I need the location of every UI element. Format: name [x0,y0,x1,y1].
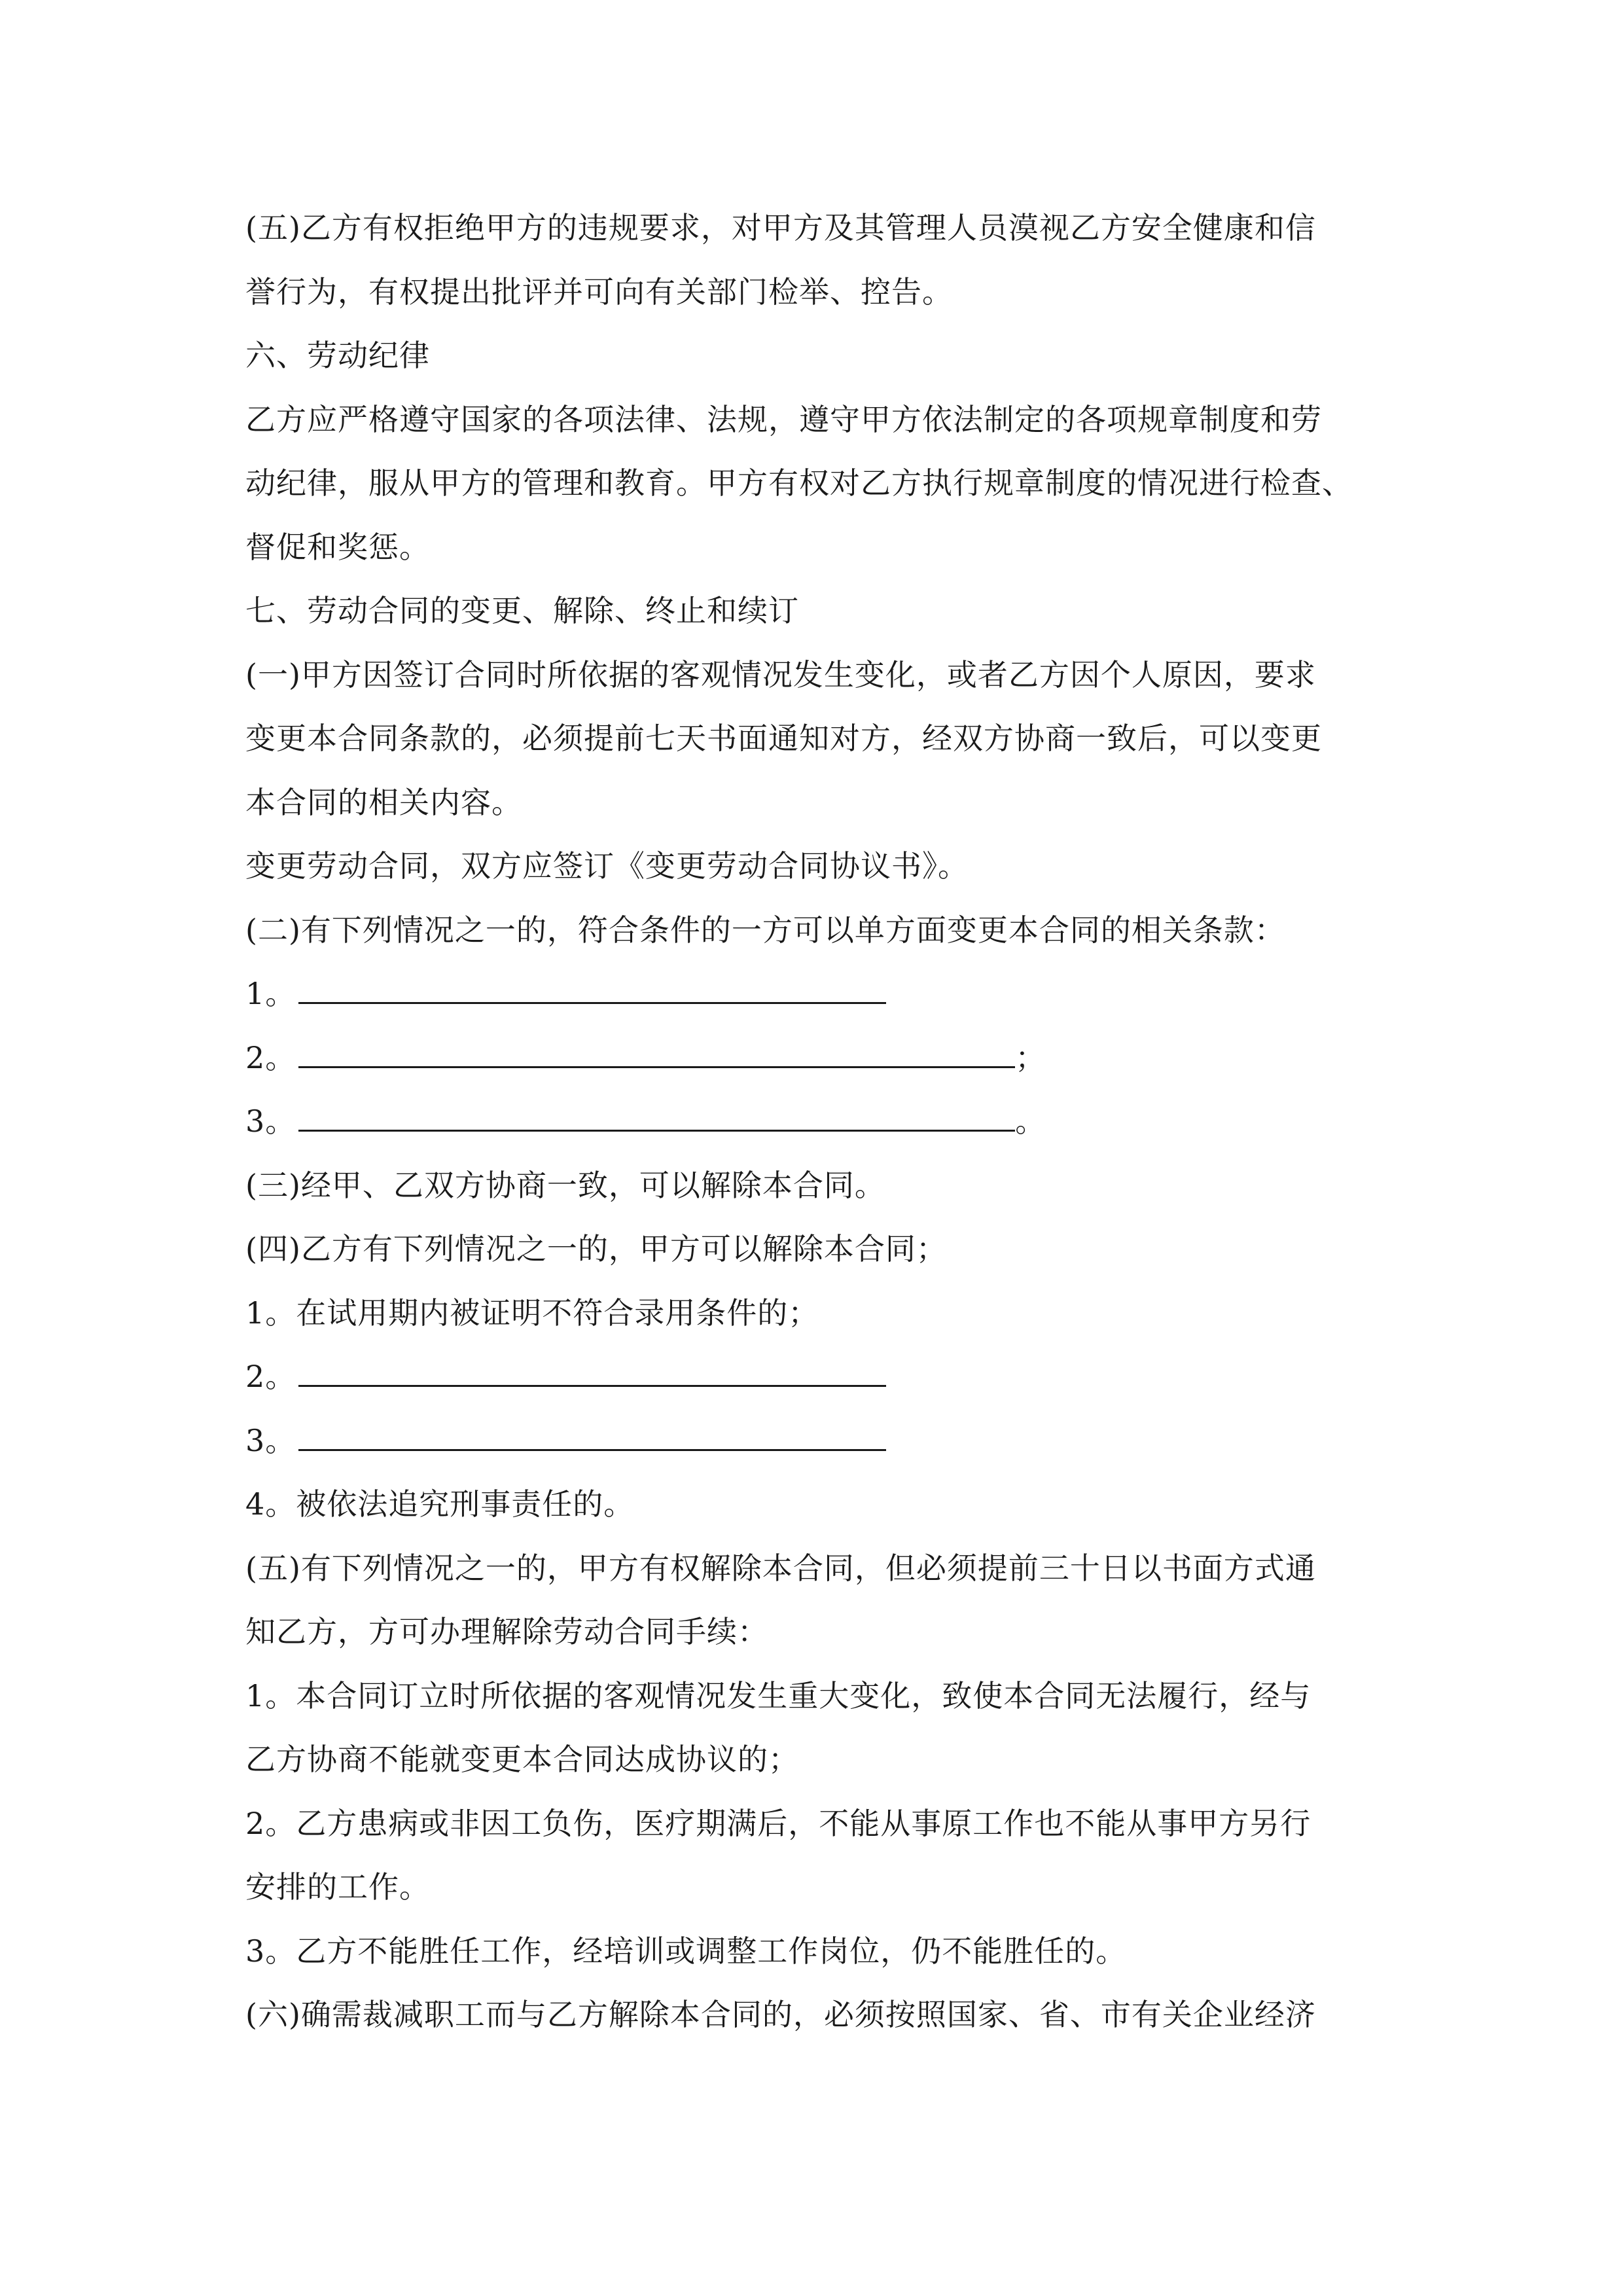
line-text: 4。被依法追究刑事责任的。 [245,1486,635,1522]
line-text: 变更本合同条款的，必须提前七天书面通知对方，经双方协商一致后，可以变更 [245,721,1322,756]
text-line [245,1600,1384,1664]
item-number: 3。 [245,1103,296,1139]
item-number: 1。 [245,976,296,1011]
item-number: 2。 [245,1359,296,1394]
text-line [245,1983,1384,2047]
line-text: 乙方协商不能就变更本合同达成协议的； [245,1742,799,1777]
line-text: 安排的工作。 [245,1869,430,1905]
fill-in-blank[interactable] [298,971,886,1004]
line-text: 本合同的相关内容。 [245,784,522,820]
text-line [245,1473,1384,1537]
text-line [245,1217,1384,1282]
fill-in-blank[interactable] [298,1418,886,1451]
text-line [245,1728,1384,1792]
fill-in-item [245,1090,1384,1154]
blank-suffix: 。 [1015,1103,1046,1139]
line-text: (三)经甲、乙双方协商一致，可以解除本合同。 [245,1167,885,1203]
section-heading-contract-changes [245,579,1384,643]
text-line [245,196,1384,260]
fill-in-item [245,1409,1384,1473]
section-heading-labor-discipline [245,324,1384,388]
line-text: 六、劳动纪律 [245,338,430,373]
fill-in-blank[interactable] [298,1354,886,1387]
line-text: 乙方应严格遵守国家的各项法律、法规，遵守甲方依法制定的各项规章制度和劳 [245,401,1322,437]
text-line [245,1282,1384,1346]
item-number: 2。 [245,1039,296,1075]
text-line [245,1537,1384,1601]
text-line [245,388,1384,452]
text-line [245,1154,1384,1218]
text-line [245,1856,1384,1920]
fill-in-item [245,962,1384,1026]
line-text: 1。本合同订立时所依据的客观情况发生重大变化，致使本合同无法履行，经与 [245,1677,1311,1713]
text-line [245,452,1384,516]
line-text: (五)有下列情况之一的，甲方有权解除本合同，但必须提前三十日以书面方式通 [245,1550,1316,1586]
blank-suffix: ； [1015,1039,1046,1075]
text-line [245,899,1384,963]
item-number: 3。 [245,1422,296,1458]
line-text: 七、劳动合同的变更、解除、终止和续订 [245,593,799,628]
document-body [245,196,1384,2047]
text-line [245,771,1384,835]
text-line [245,1792,1384,1856]
text-line [245,1664,1384,1729]
text-line [245,707,1384,771]
fill-in-blank[interactable] [298,1098,1015,1132]
line-text: (六)确需裁减职工而与乙方解除本合同的，必须按照国家、省、市有关企业经济 [245,1997,1316,2032]
line-text: 知乙方，方可办理解除劳动合同手续： [245,1614,768,1649]
line-text: 2。乙方患病或非因工负伤，医疗期满后，不能从事原工作也不能从事甲方另行 [245,1805,1311,1841]
fill-in-item [245,1345,1384,1409]
line-text: 动纪律，服从甲方的管理和教育。甲方有权对乙方执行规章制度的情况进行检查、 [245,465,1353,501]
line-text: 誉行为，有权提出批评并可向有关部门检举、控告。 [245,274,953,310]
line-text: 3。乙方不能胜任工作，经培训或调整工作岗位，仍不能胜任的。 [245,1933,1127,1969]
line-text: 1。在试用期内被证明不符合录用条件的； [245,1295,819,1331]
text-line [245,834,1384,899]
fill-in-item [245,1026,1384,1090]
line-text: (二)有下列情况之一的，符合条件的一方可以单方面变更本合同的相关条款： [245,912,1285,948]
text-line [245,1920,1384,1984]
line-text: 变更劳动合同，双方应签订《变更劳动合同协议书》。 [245,848,969,884]
line-text: 督促和奖惩。 [245,529,430,565]
line-text: (五)乙方有权拒绝甲方的违规要求，对甲方及其管理人员漠视乙方安全健康和信 [245,210,1316,245]
text-line [245,516,1384,580]
line-text: (一)甲方因签订合同时所依据的客观情况发生变化，或者乙方因个人原因，要求 [245,656,1316,692]
line-text: (四)乙方有下列情况之一的，甲方可以解除本合同； [245,1231,947,1266]
text-line [245,643,1384,708]
fill-in-blank[interactable] [298,1035,1015,1068]
text-line [245,260,1384,325]
